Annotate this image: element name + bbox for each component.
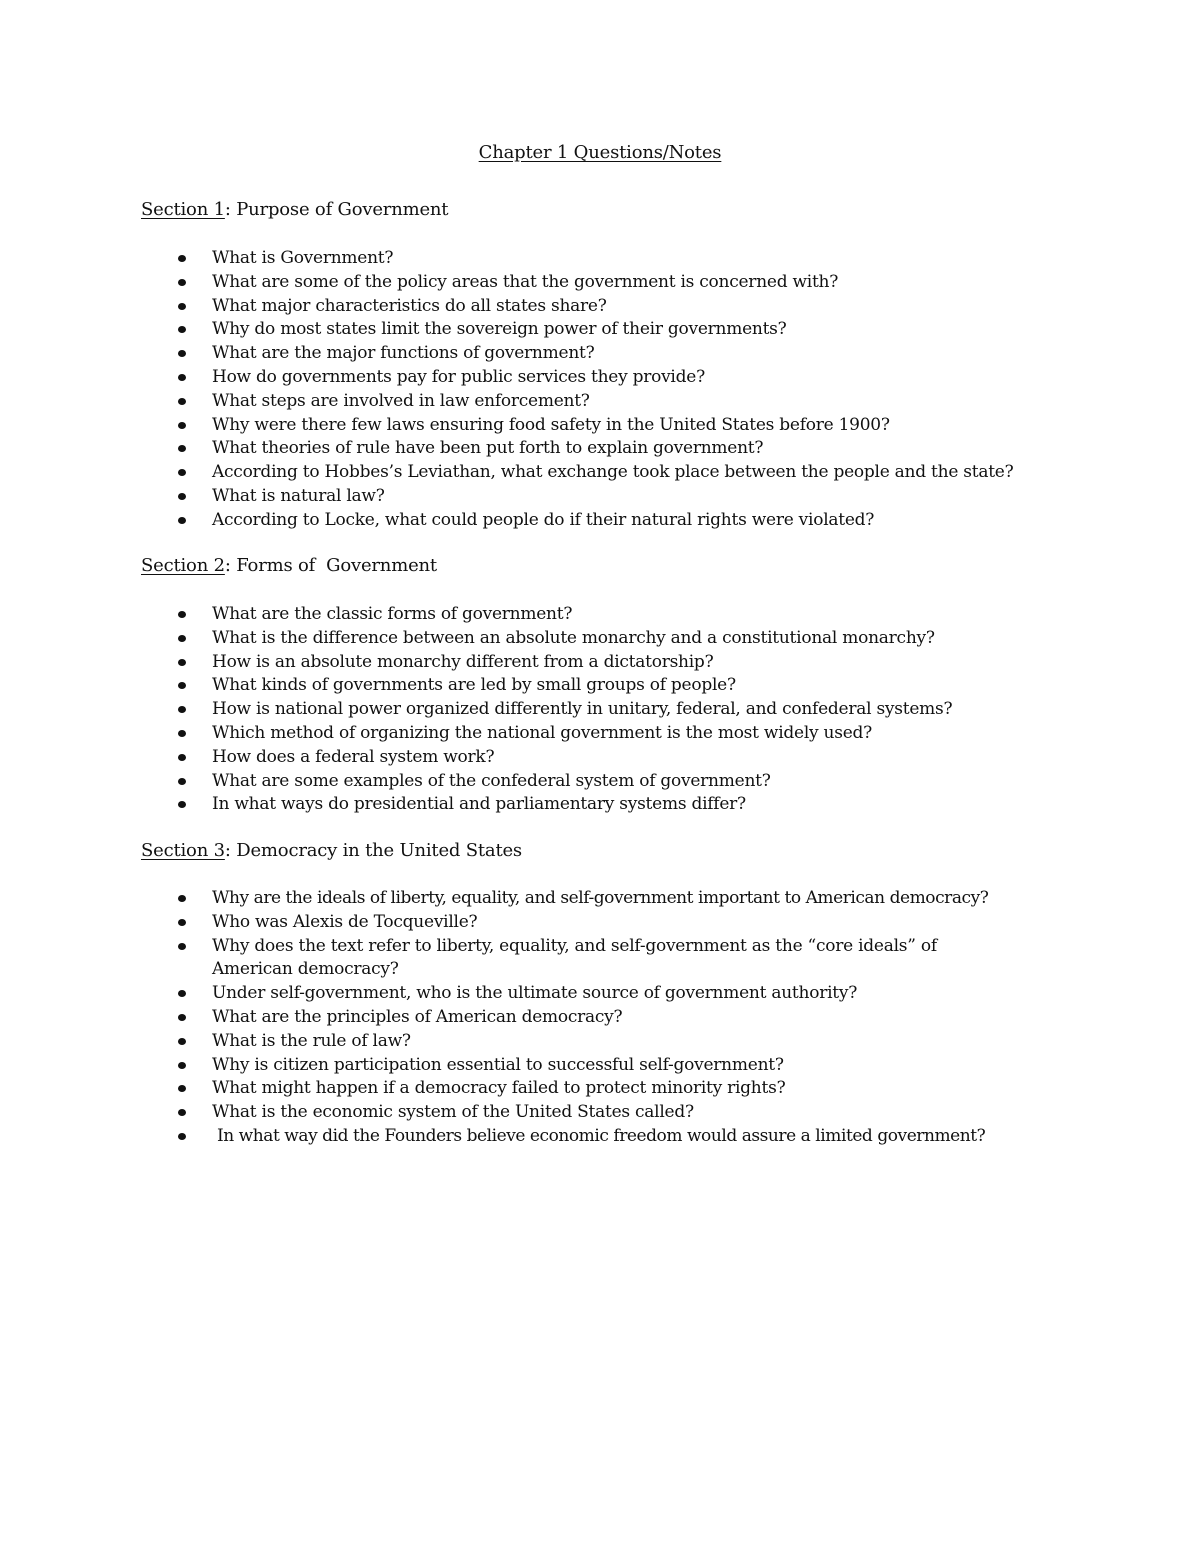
question-text: What are some examples of the confederal system of government? <box>212 770 771 791</box>
question-item <box>0 982 1200 1006</box>
section-1-heading <box>141 199 448 220</box>
section-separator: : <box>224 199 237 220</box>
bullet-icon <box>178 422 186 429</box>
question-text: Why were there few laws ensuring food safety in the United States before 1900? <box>212 414 890 435</box>
question-item <box>0 1125 1200 1149</box>
question-text: What major characteristics do all states share? <box>212 295 607 316</box>
question-text: In what ways do presidential and parliamentary systems differ? <box>212 794 746 815</box>
bullet-icon <box>178 943 186 950</box>
question-text: Why is citizen participation essential to successful self-government? <box>212 1054 784 1075</box>
bullet-icon <box>178 611 186 618</box>
question-item <box>0 911 1200 935</box>
section-2-question-list <box>0 603 1200 817</box>
question-item <box>0 1030 1200 1054</box>
bullet-icon <box>178 682 186 689</box>
bullet-icon <box>178 778 186 785</box>
question-item <box>0 485 1200 509</box>
bullet-icon <box>178 445 186 452</box>
section-separator: : <box>224 555 237 576</box>
question-item <box>0 437 1200 461</box>
bullet-icon <box>178 469 186 476</box>
bullet-icon <box>178 517 186 524</box>
question-item <box>0 935 1200 983</box>
bullet-icon <box>178 1062 186 1069</box>
question-text: What is natural law? <box>212 485 385 506</box>
question-text: How is an absolute monarchy different from a dictatorship? <box>212 651 714 672</box>
question-item <box>0 1101 1200 1125</box>
question-text: What is the rule of law? <box>212 1030 411 1051</box>
question-item <box>0 318 1200 342</box>
question-text: What is Government? <box>212 248 394 268</box>
question-item <box>0 414 1200 438</box>
question-text: What is the economic system of the United States called? <box>212 1102 694 1123</box>
section-3-heading <box>141 840 522 861</box>
question-item <box>0 1006 1200 1030</box>
question-item <box>0 1077 1200 1101</box>
question-text: How does a federal system work? <box>212 746 495 767</box>
question-text: Which method of organizing the national government is the most widely used? <box>212 722 872 743</box>
section-separator: : <box>224 840 237 861</box>
bullet-icon <box>178 895 186 902</box>
question-item <box>0 366 1200 390</box>
bullet-icon <box>178 279 186 286</box>
section-label: Section 3 <box>141 840 225 861</box>
section-2-heading <box>141 555 437 576</box>
section-topic: Forms of Government <box>236 555 437 576</box>
question-text: How is national power organized differently in unitary, federal, and confederal systems? <box>212 699 953 720</box>
question-text: What are the classic forms of government? <box>212 604 573 624</box>
question-item <box>0 390 1200 414</box>
question-text: What are the principles of American democracy? <box>212 1006 623 1027</box>
question-item <box>0 342 1200 366</box>
question-item <box>0 461 1200 485</box>
section-1-question-list <box>0 247 1200 533</box>
bullet-icon <box>178 493 186 500</box>
question-item <box>0 247 1200 271</box>
question-item <box>0 770 1200 794</box>
document-title: Chapter 1 Questions/Notes <box>478 142 722 163</box>
question-text: What steps are involved in law enforcement? <box>212 390 590 411</box>
section-topic: Purpose of Government <box>236 199 449 220</box>
question-item <box>0 651 1200 675</box>
question-text: According to Locke, what could people do if their natural rights were violated? <box>212 509 875 530</box>
question-text: What are some of the policy areas that the government is concerned with? <box>212 271 839 292</box>
question-item <box>0 746 1200 770</box>
question-text: What kinds of governments are led by small groups of people? <box>212 675 736 696</box>
bullet-icon <box>178 754 186 761</box>
bullet-icon <box>178 990 186 997</box>
question-item <box>0 887 1200 911</box>
bullet-icon <box>178 1085 186 1092</box>
question-item <box>0 295 1200 319</box>
bullet-icon <box>178 635 186 642</box>
question-item <box>0 271 1200 295</box>
section-label: Section 1 <box>141 199 225 220</box>
bullet-icon <box>178 919 186 926</box>
bullet-icon <box>178 1038 186 1045</box>
question-text: What is the difference between an absolute monarchy and a constitutional monarchy? <box>212 627 935 648</box>
question-text: According to Hobbes’s Leviathan, what exchange took place between the people and the state? <box>212 462 1014 483</box>
bullet-icon <box>178 1014 186 1021</box>
bullet-icon <box>178 326 186 333</box>
bullet-icon <box>178 659 186 666</box>
question-text: How do governments pay for public services they provide? <box>212 366 705 387</box>
bullet-icon <box>178 255 186 262</box>
question-item <box>0 793 1200 817</box>
bullet-icon <box>178 374 186 381</box>
question-item <box>0 722 1200 746</box>
question-item <box>0 674 1200 698</box>
bullet-icon <box>178 730 186 737</box>
question-item <box>0 627 1200 651</box>
bullet-icon <box>178 398 186 405</box>
bullet-icon <box>178 303 186 310</box>
question-item <box>0 603 1200 627</box>
question-text: What might happen if a democracy failed to protect minority rights? <box>212 1078 786 1099</box>
bullet-icon <box>178 1109 186 1116</box>
bullet-icon <box>178 350 186 357</box>
question-text: What theories of rule have been put forth to explain government? <box>212 438 764 459</box>
question-item <box>0 509 1200 533</box>
question-text: Why are the ideals of liberty, equality, and self-government important to American democracy? <box>212 888 989 908</box>
section-3-question-list <box>0 887 1200 1149</box>
section-topic: Democracy in the United States <box>236 840 522 861</box>
bullet-icon <box>178 801 186 808</box>
question-text: In what way did the Founders believe economic freedom would assure a limited government? <box>212 1125 986 1146</box>
question-item <box>0 1054 1200 1078</box>
section-label: Section 2 <box>141 555 225 576</box>
question-text: Who was Alexis de Tocqueville? <box>212 911 478 932</box>
question-text: Why do most states limit the sovereign power of their governments? <box>212 319 787 340</box>
question-text: Under self-government, who is the ultimate source of government authority? <box>212 983 858 1004</box>
question-text: What are the major functions of government? <box>212 343 595 364</box>
bullet-icon <box>178 706 186 713</box>
question-item <box>0 698 1200 722</box>
bullet-icon <box>178 1133 186 1140</box>
question-text: Why does the text refer to liberty, equality, and self-government as the “core ideals” of American democracy? <box>212 935 937 980</box>
